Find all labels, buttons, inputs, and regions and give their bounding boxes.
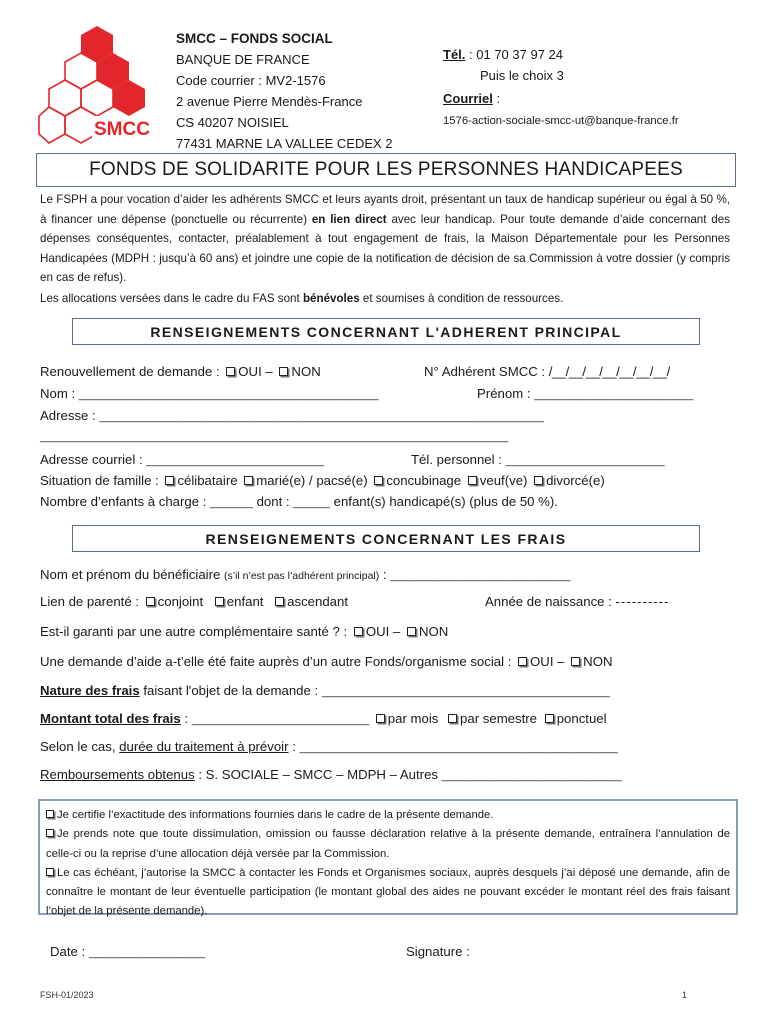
non-label: NON <box>418 624 449 639</box>
contact-block <box>443 44 679 132</box>
concubinage-label: concubinage <box>386 473 462 488</box>
enfants-field[interactable]: _______ <box>210 497 253 509</box>
certify-checkbox-2[interactable] <box>46 829 54 837</box>
nature-frais-field[interactable]: ________________________________________________ <box>321 686 611 698</box>
montant-frais-row <box>40 711 607 726</box>
divorce-label: divorcé(e) <box>546 473 605 488</box>
remboursements-field[interactable]: ______________________________ <box>441 770 622 782</box>
adresse-row <box>40 408 544 423</box>
org-address-block <box>176 28 393 154</box>
remboursements-row <box>40 767 622 782</box>
ascendant-checkbox[interactable] <box>275 597 284 606</box>
intro-p1-text-2: avec leur handicap. Pour toute demande d’aide concernant des dépenses conséquentes, contacter, préalablement à tout engagement de frais, la Maison Départementale pour les Personnes Handicapées (MDPH : jusqu’à 60 ans) et joindre une copie de la notification de décision de sa Commission à votre dossier (y compris en cas de refus). <box>40 212 730 284</box>
duree-field[interactable]: _____________________________________________________ <box>299 742 618 754</box>
intro-p2-bold: bénévoles <box>302 291 360 305</box>
autre-fonds-label: Une demande d’aide a-t’elle été faite auprès d’un autre Fonds/organisme social : <box>40 654 512 669</box>
enfants-label: Nombre d’enfants à charge : <box>40 494 207 509</box>
par-semestre-checkbox[interactable] <box>448 714 457 723</box>
address-line: Code courrier : MV2-1576 <box>176 73 326 88</box>
tel-personnel-field[interactable]: __________________________ <box>505 455 665 467</box>
ponctuel-label: ponctuel <box>556 711 607 726</box>
marie-label: marié(e) / pacsé(e) <box>256 473 368 488</box>
beneficiaire-field[interactable]: ______________________________ <box>390 570 571 582</box>
certify-checkbox-3[interactable] <box>46 868 54 876</box>
concubinage-checkbox[interactable] <box>374 476 383 485</box>
address-line: 2 avenue Pierre Mendès-France <box>176 94 363 109</box>
celibataire-label: célibataire <box>177 473 238 488</box>
adresse-courriel-field[interactable]: _____________________________ <box>146 455 324 467</box>
tel-personnel-label: Tél. personnel : <box>411 452 502 467</box>
intro-p1-bold: en lien direct <box>311 212 387 226</box>
address-line: BANQUE DE FRANCE <box>176 52 310 67</box>
form-reference: FSH-01/2023 <box>40 990 94 1000</box>
tel-choice: Puis le choix 3 <box>480 68 564 83</box>
date-label: Date : <box>50 944 86 959</box>
renewal-row <box>40 364 321 379</box>
veuf-checkbox[interactable] <box>468 476 477 485</box>
renewal-label: Renouvellement de demande : <box>40 364 220 379</box>
section-title-frais: RENSEIGNEMENTS CONCERNANT LES FRAIS <box>72 525 700 552</box>
dont-field[interactable]: ______ <box>293 497 330 509</box>
divorce-checkbox[interactable] <box>534 476 543 485</box>
prenom-row <box>477 386 693 401</box>
date-row <box>50 944 205 959</box>
complementaire-row <box>40 624 448 639</box>
oui-label: OUI – <box>530 654 565 669</box>
complementaire-non-checkbox[interactable] <box>407 627 416 636</box>
oui-label: OUI – <box>238 364 273 379</box>
par-mois-checkbox[interactable] <box>376 714 385 723</box>
intro-p1-text: Le FSPH a pour vocation d’aider les adhérents SMCC et leurs ayants droit, présentant un taux de handicap supérieur ou égal à 50 %, à financer une dépense (ponctuelle ou récurrente) <box>40 193 730 226</box>
duree-colon: : <box>292 739 296 754</box>
montant-frais-label: Montant total des frais <box>40 711 181 726</box>
beneficiaire-colon: : <box>382 567 387 582</box>
tel-row <box>411 452 665 467</box>
marie-checkbox[interactable] <box>244 476 253 485</box>
smcc-logo <box>36 22 158 147</box>
member-number-label: N° Adhérent SMCC : <box>424 364 546 379</box>
mail-label: Courriel <box>443 91 493 106</box>
section-title-adherent: RENSEIGNEMENTS CONCERNANT L'ADHERENT PRINCIPAL <box>72 318 700 345</box>
nom-row <box>40 386 379 401</box>
nom-label: Nom : <box>40 386 76 401</box>
par-semestre-label: par semestre <box>460 711 538 726</box>
lien-parente-label: Lien de parenté : <box>40 594 139 609</box>
page-number: 1 <box>682 990 688 1000</box>
logo-text: SMCC <box>94 119 150 140</box>
intro-text <box>40 190 730 308</box>
annee-naissance-field[interactable]: ---------- <box>615 594 670 609</box>
tel-label: Tél. <box>443 47 466 62</box>
tel-value: : 01 70 37 97 24 <box>469 47 564 62</box>
adresse-courriel-label: Adresse courriel : <box>40 452 143 467</box>
adresse-label: Adresse : <box>40 408 96 423</box>
autre-fonds-oui-checkbox[interactable] <box>518 657 527 666</box>
certify-text-1: Je certifie l’exactitude des informations fournies dans le cadre de la présente demande. <box>57 809 494 821</box>
prenom-label: Prénom : <box>477 386 531 401</box>
signature-label: Signature : <box>406 944 470 959</box>
member-number-field[interactable]: /__/__/__/__/__/__/__/ <box>548 364 670 379</box>
nature-frais-label: Nature des frais <box>40 683 140 698</box>
complementaire-oui-checkbox[interactable] <box>354 627 363 636</box>
ascendant-label: ascendant <box>287 594 348 609</box>
certification-box <box>38 799 738 918</box>
remboursements-options: : S. SOCIALE – SMCC – MDPH – Autres <box>198 767 438 782</box>
beneficiaire-label: Nom et prénom du bénéficiaire <box>40 567 221 582</box>
certify-text-3: Le cas échéant, j’autorise la SMCC à contacter les Fonds et Organismes sociaux, auprès desquels j’ai déposé une demande, afin de connaître le montant de leur éventuelle participation (le montant global des aides ne pouvant excéder le montant réel des frais faisant l’objet de la présente demande). <box>46 866 730 918</box>
enfant-checkbox[interactable] <box>215 597 224 606</box>
par-mois-label: par mois <box>387 711 439 726</box>
situation-famille-row <box>40 473 605 488</box>
veuf-label: veuf(ve) <box>479 473 528 488</box>
conjoint-checkbox[interactable] <box>146 597 155 606</box>
celibataire-checkbox[interactable] <box>165 476 174 485</box>
complementaire-label: Est-il garanti par une autre complémentaire santé ? : <box>40 624 348 639</box>
lien-parente-row <box>40 594 348 609</box>
enfant-label: enfant <box>226 594 264 609</box>
annee-naissance-row <box>485 594 669 609</box>
nom-field[interactable]: _________________________________________________ <box>78 389 379 401</box>
beneficiaire-row <box>40 567 570 582</box>
adresse-field-2[interactable]: ______________________________________________________________________________ <box>40 431 509 443</box>
montant-frais-colon: : <box>184 711 189 726</box>
annee-naissance-label: Année de naissance : <box>485 594 612 609</box>
conjoint-label: conjoint <box>157 594 204 609</box>
org-title: SMCC – FONDS SOCIAL <box>176 31 333 46</box>
dont-label: dont : <box>256 494 290 509</box>
certify-text-2: Je prends note que toute dissimulation, omission ou fausse déclaration relative à la présente demande, entraînera l’annulation de celle-ci ou la reprise d’une allocation déjà versée par la Commission. <box>46 828 730 860</box>
date-field[interactable]: ___________________ <box>88 947 206 959</box>
remboursements-label: Remboursements obtenus <box>40 767 195 782</box>
renewal-oui-checkbox[interactable] <box>226 367 235 376</box>
oui-label: OUI – <box>365 624 401 639</box>
duree-label-prefix: Selon le cas, <box>40 739 120 754</box>
autre-fonds-non-checkbox[interactable] <box>571 657 580 666</box>
adresse-field[interactable]: __________________________________________________________________________ <box>99 411 544 423</box>
situation-famille-label: Situation de famille : <box>40 473 159 488</box>
certify-checkbox-1[interactable] <box>46 810 54 818</box>
address-line: CS 40207 NOISIEL <box>176 115 289 130</box>
intro-p2-text: Les allocations versées dans le cadre du FAS sont <box>40 291 303 305</box>
address-line: 77431 MARNE LA VALLEE CEDEX 2 <box>176 136 393 151</box>
duree-row <box>40 739 618 754</box>
email-link[interactable]: 1576-action-sociale-smcc-ut@banque-france.fr <box>443 115 679 127</box>
mail-colon: : <box>496 91 501 106</box>
montant-frais-field[interactable]: _____________________________ <box>191 714 370 726</box>
non-label: NON <box>291 364 321 379</box>
non-label: NON <box>583 654 613 669</box>
email-row <box>40 452 324 467</box>
renewal-non-checkbox[interactable] <box>279 367 288 376</box>
ponctuel-checkbox[interactable] <box>545 714 554 723</box>
enfants-handicapes-label: enfant(s) handicapé(s) (plus de 50 %). <box>333 494 558 509</box>
page-title: FONDS DE SOLIDARITE POUR LES PERSONNES HANDICAPEES <box>36 153 736 187</box>
duree-label: durée du traitement à prévoir <box>119 739 289 754</box>
intro-p2-text-2: et soumises à condition de ressources. <box>359 291 564 305</box>
member-number-row <box>424 364 670 379</box>
nature-frais-row <box>40 683 610 698</box>
enfants-row <box>40 494 558 509</box>
nature-frais-label-rest: faisant l'objet de la demande : <box>143 683 319 698</box>
beneficiaire-note: (s’il n’est pas l’adhérent principal) <box>224 570 380 582</box>
autre-fonds-row <box>40 654 612 669</box>
prenom-field[interactable]: __________________________ <box>534 389 694 401</box>
